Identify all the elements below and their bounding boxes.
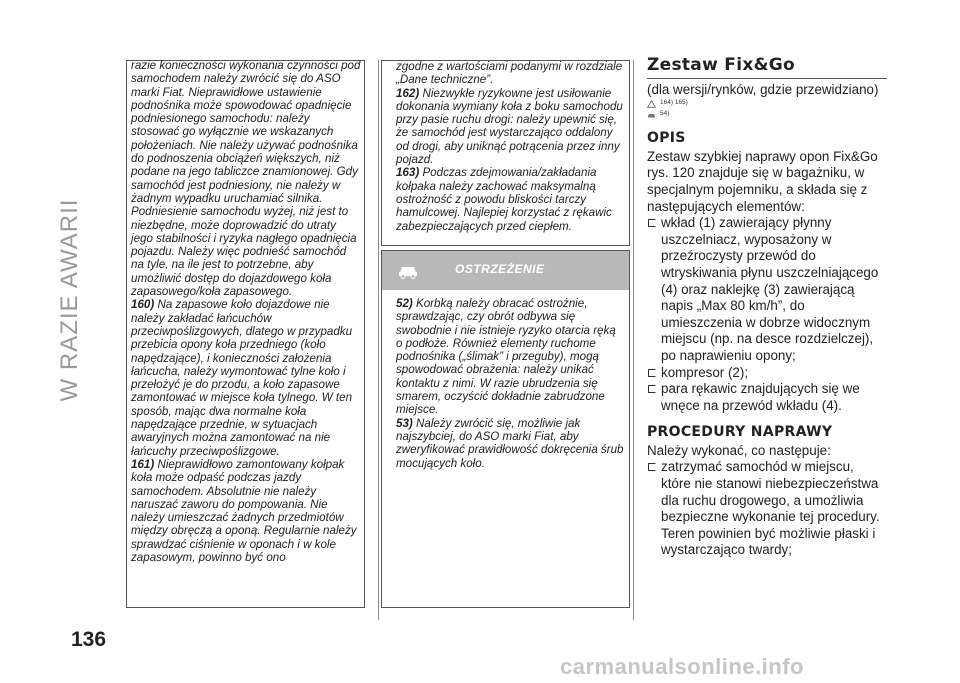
caution-car-icon [647,111,656,119]
procedure-heading: PROCEDURY NAPRAWY [647,424,833,441]
col1-para-1: 160) Na zapasowe koło dojazdowe nie należy zakładać łańcuchów przeciwpoślizgowych, dlatego w przypadku przebicia opony koła przedniego (koło napędzające), i konieczności założenia łańcucha, należy wymontować tylne koło i przełożyć je do przodu, a koło zapasowe zamontować w miejsce koła tylnego. W ten sposób, mając dwa normalne koła napędzające przednie, w sytuacjach awaryjnych można zamontować na nie łańcuchy przeciwpoślizgowe. [131,298,353,458]
list-item: wkład (1) zawierający płynny uszczelniacz, wyposażony w przeźroczysty przewód do wtryskiwania płynu uszczelniającego (4) oraz naklejkę (3) zawierającą napis „Max 80 km/h”, do umieszczenia w dobrze widocznym miejscu (np. na desce rozdzielczej), po naprawieniu opony; [647,215,887,364]
list-item: para rękawic znajdujących się we wnęce na przewód wkładu (4). [647,381,887,414]
column-divider-1 [378,60,379,620]
reference-line-1 [647,98,887,109]
bullet-icon [648,385,656,393]
warning-triangle-icon [647,100,656,108]
opis-text: Zestaw szybkiej naprawy opon Fix&Go rys. 120 znajduje się w bagażniku, w specjalnym pojemniku, a składa się z następujących elementów: [647,148,878,214]
col2-para-2: 163) Podczas zdejmowania/zakładania kołpaka należy zachować maksymalną ostrożność z powodu bliskości tarczy hamulcowej. Najlepiej korzystać z rękawic zabezpieczających przed ciepłem. [396,166,612,233]
fixgo-heading: Zestaw Fix&Go [647,57,887,79]
warning-para-0: 52) Korbką należy obracać ostrożnie, sprawdzając, czy obrót odbywa się swobodnie i nie istnieje ryzyko otarcia ręką o podłoże. Również elementy ruchome podnośnika („ślimak” i przeguby), mogą spowodować obrażenia: należy unikać kontaktu z nimi. W razie ubrudzenia się smarem, oczyścić dokładnie zabrudzone miejsce. [396,297,616,417]
procedure-text: Należy wykonać, co następuje: [647,442,831,458]
col1-para-0: razie konieczności wykonania czynności pod samochodem należy zwrócić się do ASO marki Fiat. Nieprawidłowe ustawienie podnośnika może spowodować opadnięcie podniesionego samochodu: należy stosować go wyłącznie we wskazanych położeniach. Nie należy używać podnośnika do podnoszenia obciążeń większych, niż podane na jego tabliczce znamionowej. Gdy samochód jest podniesiony, nie należy w żadnym wypadku uruchamiać silnika. Podniesienie samochodu wyżej, niż jest to niezbędne, może doprowadzić do utraty jego stabilności i ryzyka nagłego opadnięcia pojazdu. Należy więc podnieść samochód na tyle, na ile jest to potrzebne, aby umożliwić dostęp do dojazdowego koła zapasowego/koła zapasowego. [131,59,361,299]
page-number: 136 [71,628,107,651]
column3 [647,57,887,559]
list-item: zatrzymać samochód w miejscu, które nie stanowi niebezpieczeństwa dla ruchu drogowego, a umożliwia bezpieczne wykonanie tej procedury. Teren powinien być możliwie płaski i wystarczająco twardy; [647,459,887,559]
col1-para-2: 161) Nieprawidłowo zamontowany kołpak koła może odpaść podczas jazdy samochodem. Absolutnie nie należy naruszać zaworu do pompowania. Nie należy umieszczać żadnych przedmiotów między obręczą a oponą. Regularnie należy sprawdzać ciśnienie w oponach i w kole zapasowym, powinno być ono [131,457,357,564]
opis-heading: OPIS [647,130,686,147]
col2-para-0: zgodne z wartościami podanymi w rozdziale „Dane techniczne”. [396,60,623,87]
section-title: W RAZIE AWARII [56,198,83,402]
col2-para-1: 162) Niezwykłe ryzykowne jest usiłowanie dokonania wymiany koła z boku samochodu przy pasie ruchu drogi: należy upewnić się, że samochód jest wystarczająco oddalony od drogi, aby uniknąć potrącenia przez inny pojazd. [396,86,623,167]
reference-numbers-1: 164) 165) [660,99,688,107]
warning-title: OSTRZEŻENIE [455,262,545,276]
warning-text [396,297,624,470]
reference-numbers-2: 54) [660,110,670,118]
warning-para-1: 53) Należy zwrócić się, możliwie jak najszybciej, do ASO marki Fiat, aby zweryfikować prawidłowość dokręcenia śrub mocujących koło. [396,416,624,470]
column2-text [396,60,624,233]
bullet-icon [648,463,656,471]
list-item: kompresor (2); [647,365,887,382]
watermark: carmanualsonline.info [560,654,804,679]
fixgo-intro: (dla wersji/rynków, gdzie przewidziano) [647,81,879,97]
bullet-icon [648,219,656,227]
column-divider-2 [633,60,634,620]
bullet-icon [648,369,656,377]
column1-text [131,59,361,564]
